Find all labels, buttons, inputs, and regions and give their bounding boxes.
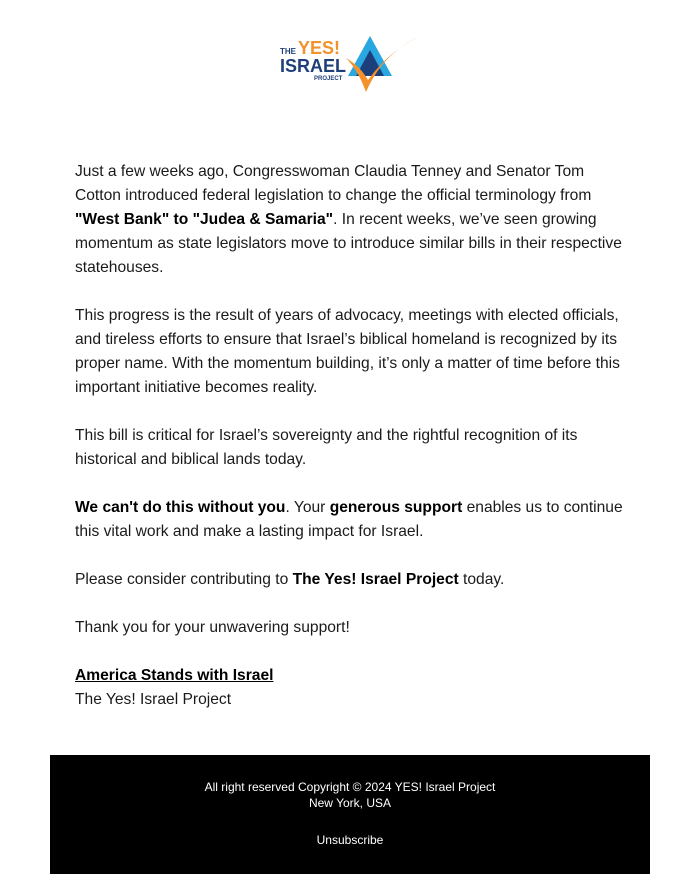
logo-the: THE <box>280 47 296 56</box>
bold-generous-support: generous support <box>329 499 463 516</box>
logo-yes: YES! <box>298 38 341 58</box>
logo-project: PROJECT <box>314 76 343 82</box>
footer-location: New York, USA <box>308 796 392 810</box>
email-body <box>75 160 630 736</box>
logo-israel: ISRAEL <box>280 56 347 76</box>
bold-terminology: "West Bank" to "Judea & Samaria" <box>75 211 334 228</box>
email-header <box>0 0 700 110</box>
paragraph-progress: This progress is the result of years of advocacy, meetings with elected officials, and tireless efforts to ensure that Israel’s biblical homeland is recognized by its proper name. With the momentum building, it’s only a matter of time before this important initiative becomes reality. <box>75 307 620 396</box>
bold-org-name: The Yes! Israel Project <box>292 571 459 588</box>
america-stands-with-israel-link[interactable]: America Stands with Israel <box>75 667 274 684</box>
footer-copyright: All right reserved Copyright © 2024 YES! Israel Project <box>204 780 496 794</box>
paragraph-support: We can't do this without you. Your generous support enables us to continue this vital work and make a lasting impact for Israel. <box>75 499 623 540</box>
paragraph-thanks: Thank you for your unwavering support! <box>75 619 350 636</box>
signature-org: The Yes! Israel Project <box>75 691 232 708</box>
bold-cant-do: We can't do this without you <box>75 499 286 516</box>
unsubscribe-link[interactable]: Unsubscribe <box>316 833 384 847</box>
paragraph-contribute: Please consider contributing to The Yes! Israel Project today. <box>75 571 505 588</box>
email-footer <box>50 755 650 874</box>
paragraph-critical: This bill is critical for Israel’s sovereignty and the rightful recognition of its historical and biblical lands today. <box>75 427 578 468</box>
signature <box>75 664 630 712</box>
paragraph-intro: Just a few weeks ago, Congresswoman Claudia Tenney and Senator Tom Cotton introduced federal legislation to change the official terminology from "West Bank" to "Judea & Samaria". In recent weeks, we’ve seen growing momentum as state legislators move to introduce similar bills in their respective statehouses. <box>75 163 622 276</box>
yes-israel-project-logo[interactable] <box>278 30 423 98</box>
